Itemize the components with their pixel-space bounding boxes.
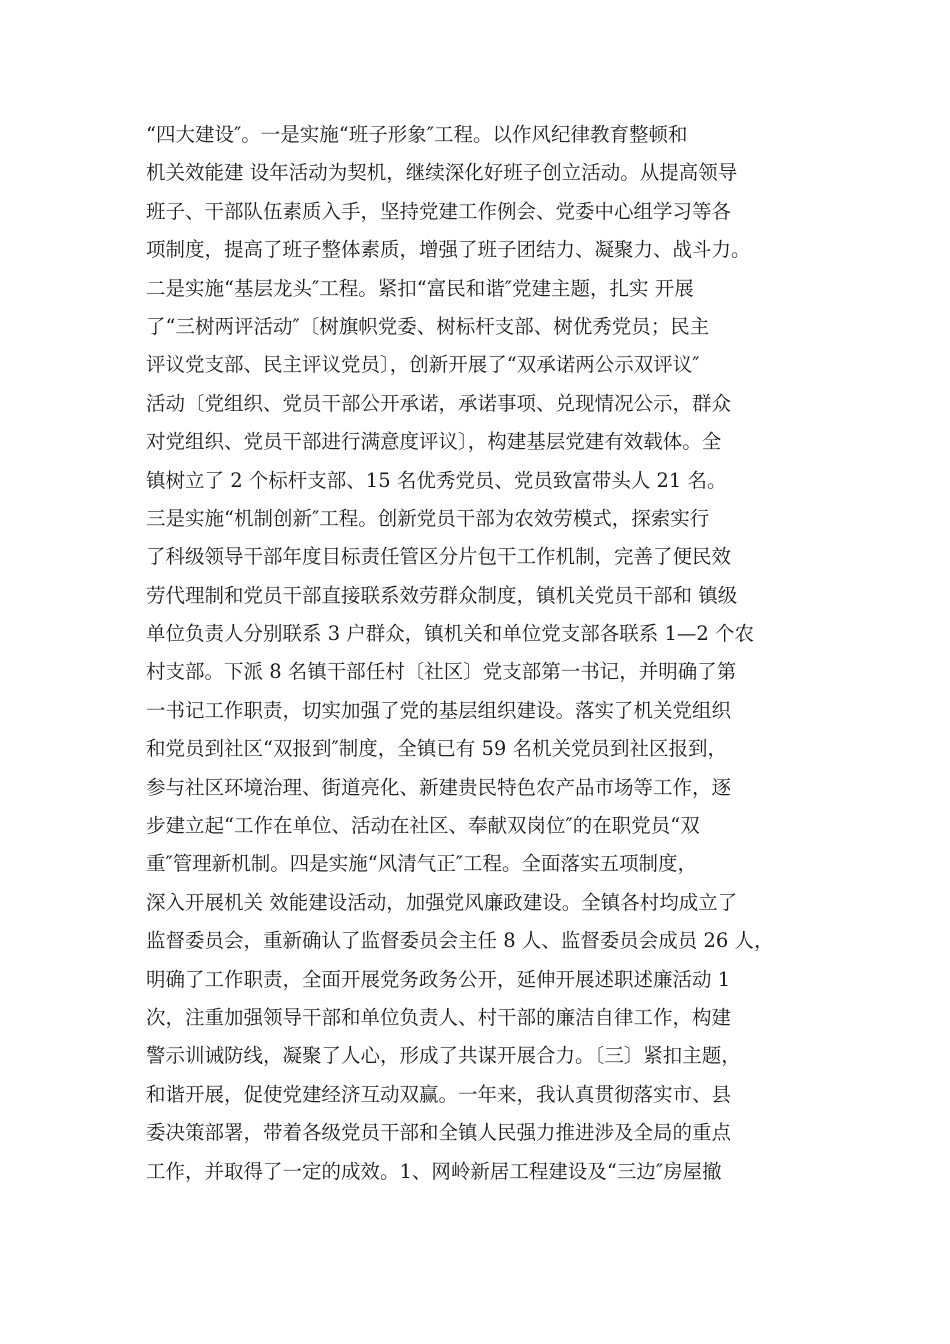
text-line: 次，注重加强领导干部和单位负责人、村干部的廉洁自律工作，构建 (146, 1005, 732, 1029)
text-line: 监督委员会，重新确认了监督委员会主任 8 人、监督委员会成员 26 人， (146, 929, 774, 953)
text-line: 对党组织、党员干部进行满意度评议〕，构建基层党建有效载体。全 (146, 430, 722, 454)
text-line: 重″管理新机制。四是实施“风清气正″工程。全面落实五项制度， (146, 852, 698, 876)
text-line: 三是实施“机制创新″工程。创新党员干部为农效劳模式，探索实行 (146, 506, 710, 530)
text-line: 评议党支部、民主评议党员〕，创新开展了“双承诺两公示双评议″ (146, 353, 700, 377)
text-line: 机关效能建 设年活动为契机，继续深化好班子创立活动。从提高领导 (146, 161, 738, 185)
text-line: 深入开展机关 效能建设活动，加强党风廉政建设。全镇各村均成立了 (146, 890, 738, 914)
text-line: 工作，并取得了一定的成效。1、网岭新居工程建设及“三边″房屋撤 (146, 1159, 722, 1183)
text-line: 二是实施“基层龙头″工程。紧扣“富民和谐″党建主题，扎实 开展 (146, 276, 694, 300)
text-line: 单位负责人分别联系 3 户群众，镇机关和单位党支部各联系 1—2 个农 (146, 622, 755, 646)
text-line: 了“三树两评活动″〔树旗帜党委、树标杆支部、树优秀党员；民主 (146, 314, 710, 338)
text-line: 劳代理制和党员干部直接联系效劳群众制度，镇机关党员干部和 镇级 (146, 583, 738, 607)
text-line: 活动〔党组织、党员干部公开承诺，承诺事项、兑现情况公示，群众 (146, 391, 732, 415)
text-line: 村支部。下派 8 名镇干部任村〔社区〕党支部第一书记，并明确了第 (146, 660, 737, 684)
text-line: 参与社区环境治理、街道亮化、新建贵民特色农产品市场等工作，逐 (146, 775, 732, 799)
text-line: 委决策部署，带着各级党员干部和全镇人民强力推进涉及全局的重点 (146, 1121, 732, 1145)
text-line: 和党员到社区“双报到″制度，全镇已有 59 名机关党员到社区报到， (146, 737, 727, 761)
text-line: 项制度，提高了班子整体素质，增强了班子团结力、凝聚力、战斗力。 (146, 238, 751, 262)
text-line: 一书记工作职责，切实加强了党的基层组织建设。落实了机关党组织 (146, 698, 732, 722)
text-line: 班子、干部队伍素质入手，坚持党建工作例会、党委中心组学习等各 (146, 199, 732, 223)
text-line: 了科级领导干部年度目标责任管区分片包干工作机制，完善了便民效 (146, 545, 732, 569)
text-line: 和谐开展，促使党建经济互动双赢。一年来，我认真贯彻落实市、县 (146, 1082, 732, 1106)
body-text (146, 116, 811, 1191)
text-line: 警示训诫防线，凝聚了人心，形成了共谋开展合力。〔三〕紧扣主题， (146, 1044, 741, 1068)
text-line: 步建立起“工作在单位、活动在社区、奉献双岗位″的在职党员“双 (146, 814, 700, 838)
text-line: 明确了工作职责，全面开展党务政务公开，延伸开展述职述廉活动 1 (146, 967, 731, 991)
text-line: “四大建设″。一是实施“班子形象″工程。以作风纪律教育整顿和 (146, 123, 688, 146)
text-line: 镇树立了 2 个标杆支部、15 名优秀党员、党员致富带头人 21 名。 (146, 468, 727, 492)
